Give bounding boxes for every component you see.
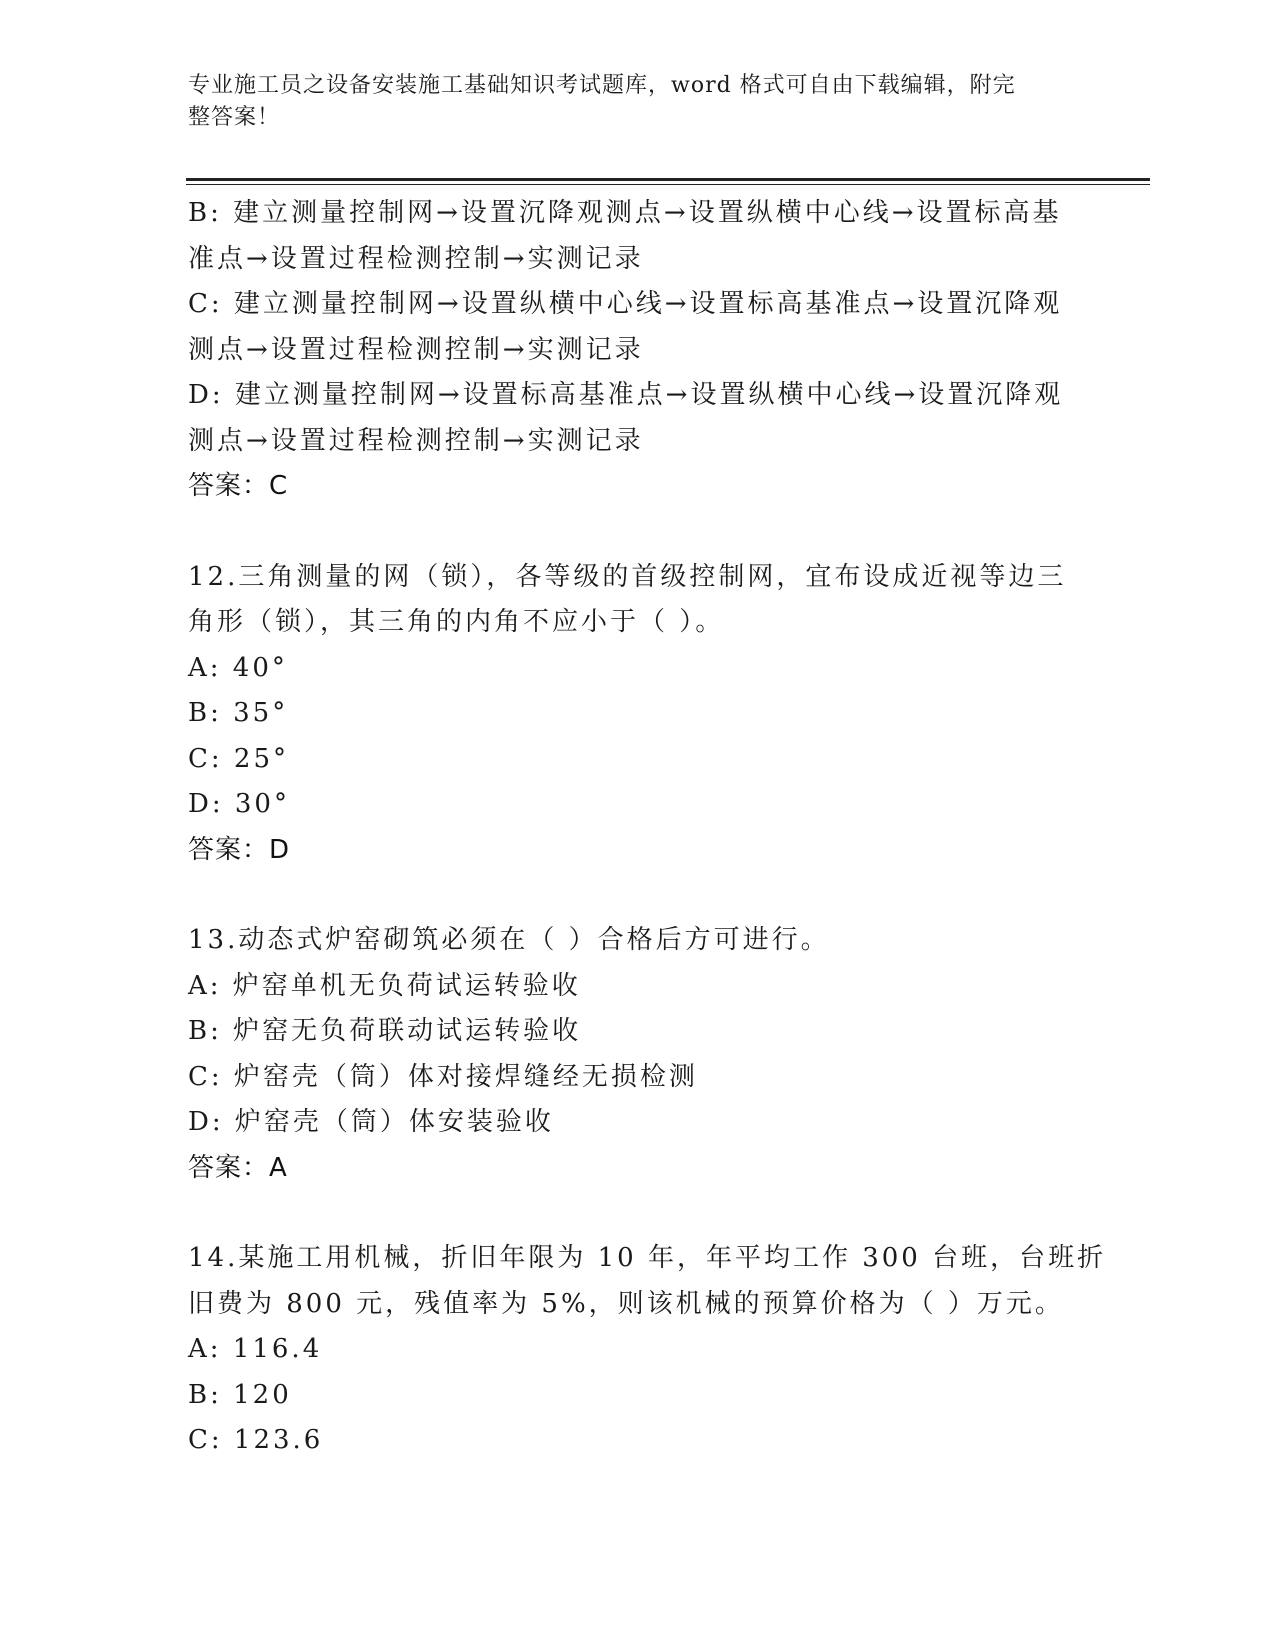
answer: 答案：D [188, 834, 291, 865]
option-c-line-1: C: 建立测量控制网→设置纵横中心线→设置标高基准点→设置沉降观 [188, 289, 1063, 319]
header-rule-thick [186, 178, 1150, 181]
question-11 [188, 191, 1088, 510]
option-c: C: 123.6 [188, 1425, 324, 1455]
option-b-line-2: 准点→设置过程检测控制→实测记录 [188, 243, 644, 274]
option-c: C: 炉窑壳（筒）体对接焊缝经无损检测 [188, 1061, 698, 1092]
option-a: A: 40° [188, 652, 288, 683]
option-d: D: 30° [188, 789, 290, 819]
option-b: B: 120 [188, 1379, 292, 1410]
question-12 [188, 555, 1088, 874]
question-stem-line-1: 12.三角测量的网（锁），各等级的首级控制网，宜布设成近视等边三 [188, 561, 1067, 592]
option-c-line-2: 测点→设置过程检测控制→实测记录 [188, 334, 644, 365]
header-rule-thin [186, 184, 1150, 185]
document-header [188, 70, 1068, 134]
option-b: B: 炉窑无负荷联动试运转验收 [188, 1016, 582, 1046]
option-b-line-1: B: 建立测量控制网→设置沉降观测点→设置纵横中心线→设置标高基 [188, 198, 1062, 228]
question-list [188, 191, 1107, 1464]
option-c: C: 25° [188, 743, 290, 774]
answer: 答案：C [188, 471, 289, 501]
question-stem-line-2: 角形（锁），其三角的内角不应小于（ ）。 [188, 607, 725, 637]
question-13 [188, 918, 1088, 1191]
option-d-line-2: 测点→设置过程检测控制→实测记录 [188, 425, 644, 456]
question-stem: 13.动态式炉窑砌筑必须在（ ）合格后方可进行。 [188, 925, 830, 955]
question-stem-line-1: 14.某施工用机械，折旧年限为 10 年，年平均工作 300 台班，台班折 [188, 1243, 1107, 1273]
option-a: A: 116.4 [188, 1334, 323, 1364]
header-line-1: 专业施工员之设备安装施工基础知识考试题库，word 格式可自由下载编辑，附完 [188, 73, 1016, 98]
answer: 答案：A [188, 1152, 288, 1183]
option-a: A: 炉窑单机无负荷试运转验收 [188, 970, 581, 1001]
question-14 [188, 1236, 1107, 1464]
option-d-line-1: D: 建立测量控制网→设置标高基准点→设置纵横中心线→设置沉降观 [188, 380, 1064, 410]
option-b: B: 35° [188, 698, 289, 728]
question-stem-line-2: 旧费为 800 元，残值率为 5%，则该机械的预算价格为（ ）万元。 [188, 1288, 1064, 1319]
header-line-2: 整答案！ [188, 105, 281, 130]
option-d: D: 炉窑壳（筒）体安装验收 [188, 1107, 554, 1137]
